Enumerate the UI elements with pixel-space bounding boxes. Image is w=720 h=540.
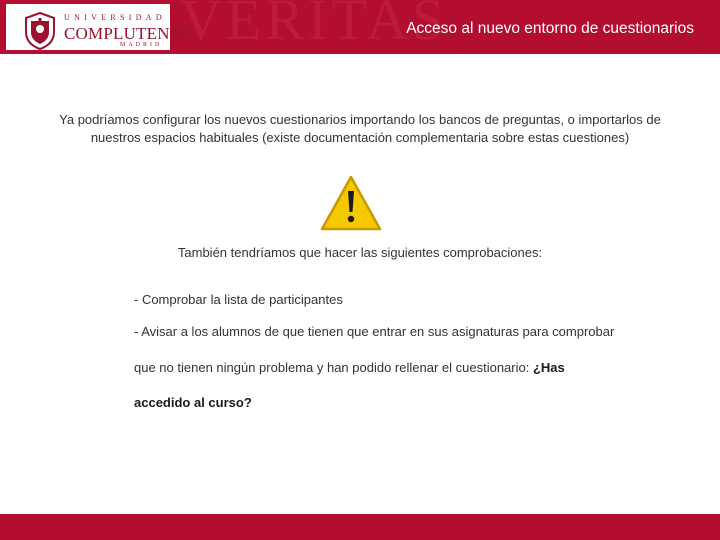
question-part1: ¿Has: [532, 360, 565, 375]
question-part2: accedido al curso?: [134, 395, 252, 410]
logo-text-bottom: MADRID: [120, 42, 163, 48]
header-watermark: VERITAS: [180, 0, 449, 52]
university-logo: [6, 4, 190, 50]
page-title: Acceso al nuevo entorno de cuestionarios: [406, 20, 694, 37]
warning-triangle-icon: [319, 174, 383, 232]
header-bar: [0, 0, 720, 54]
footer-bar: [0, 514, 720, 540]
logo-text-top: UNIVERSIDAD: [64, 13, 166, 22]
check-notify-line2: [134, 360, 565, 375]
checks-heading: También tendríamos que hacer las siguientes comprobaciones:: [177, 245, 543, 260]
intro-paragraph: Ya podríamos configurar los nuevos cuestionarios importando los bancos de preguntas, o importarlos de nuestros espacios habituales (existe documentación complementaria sobre estas cuestiones): [59, 112, 661, 145]
check-notify-line1: - Avisar a los alumnos de que tienen que entrar en sus asignaturas para comprobar: [134, 324, 615, 339]
university-seal-icon: [23, 12, 57, 50]
notify-text: que no tienen ningún problema y han podido rellenar el cuestionario:: [134, 360, 533, 375]
check-participants: - Comprobar la lista de participantes: [134, 292, 343, 307]
check-notify-line3: [134, 395, 252, 410]
logo-text-main: COMPLUTENSE: [64, 24, 190, 43]
